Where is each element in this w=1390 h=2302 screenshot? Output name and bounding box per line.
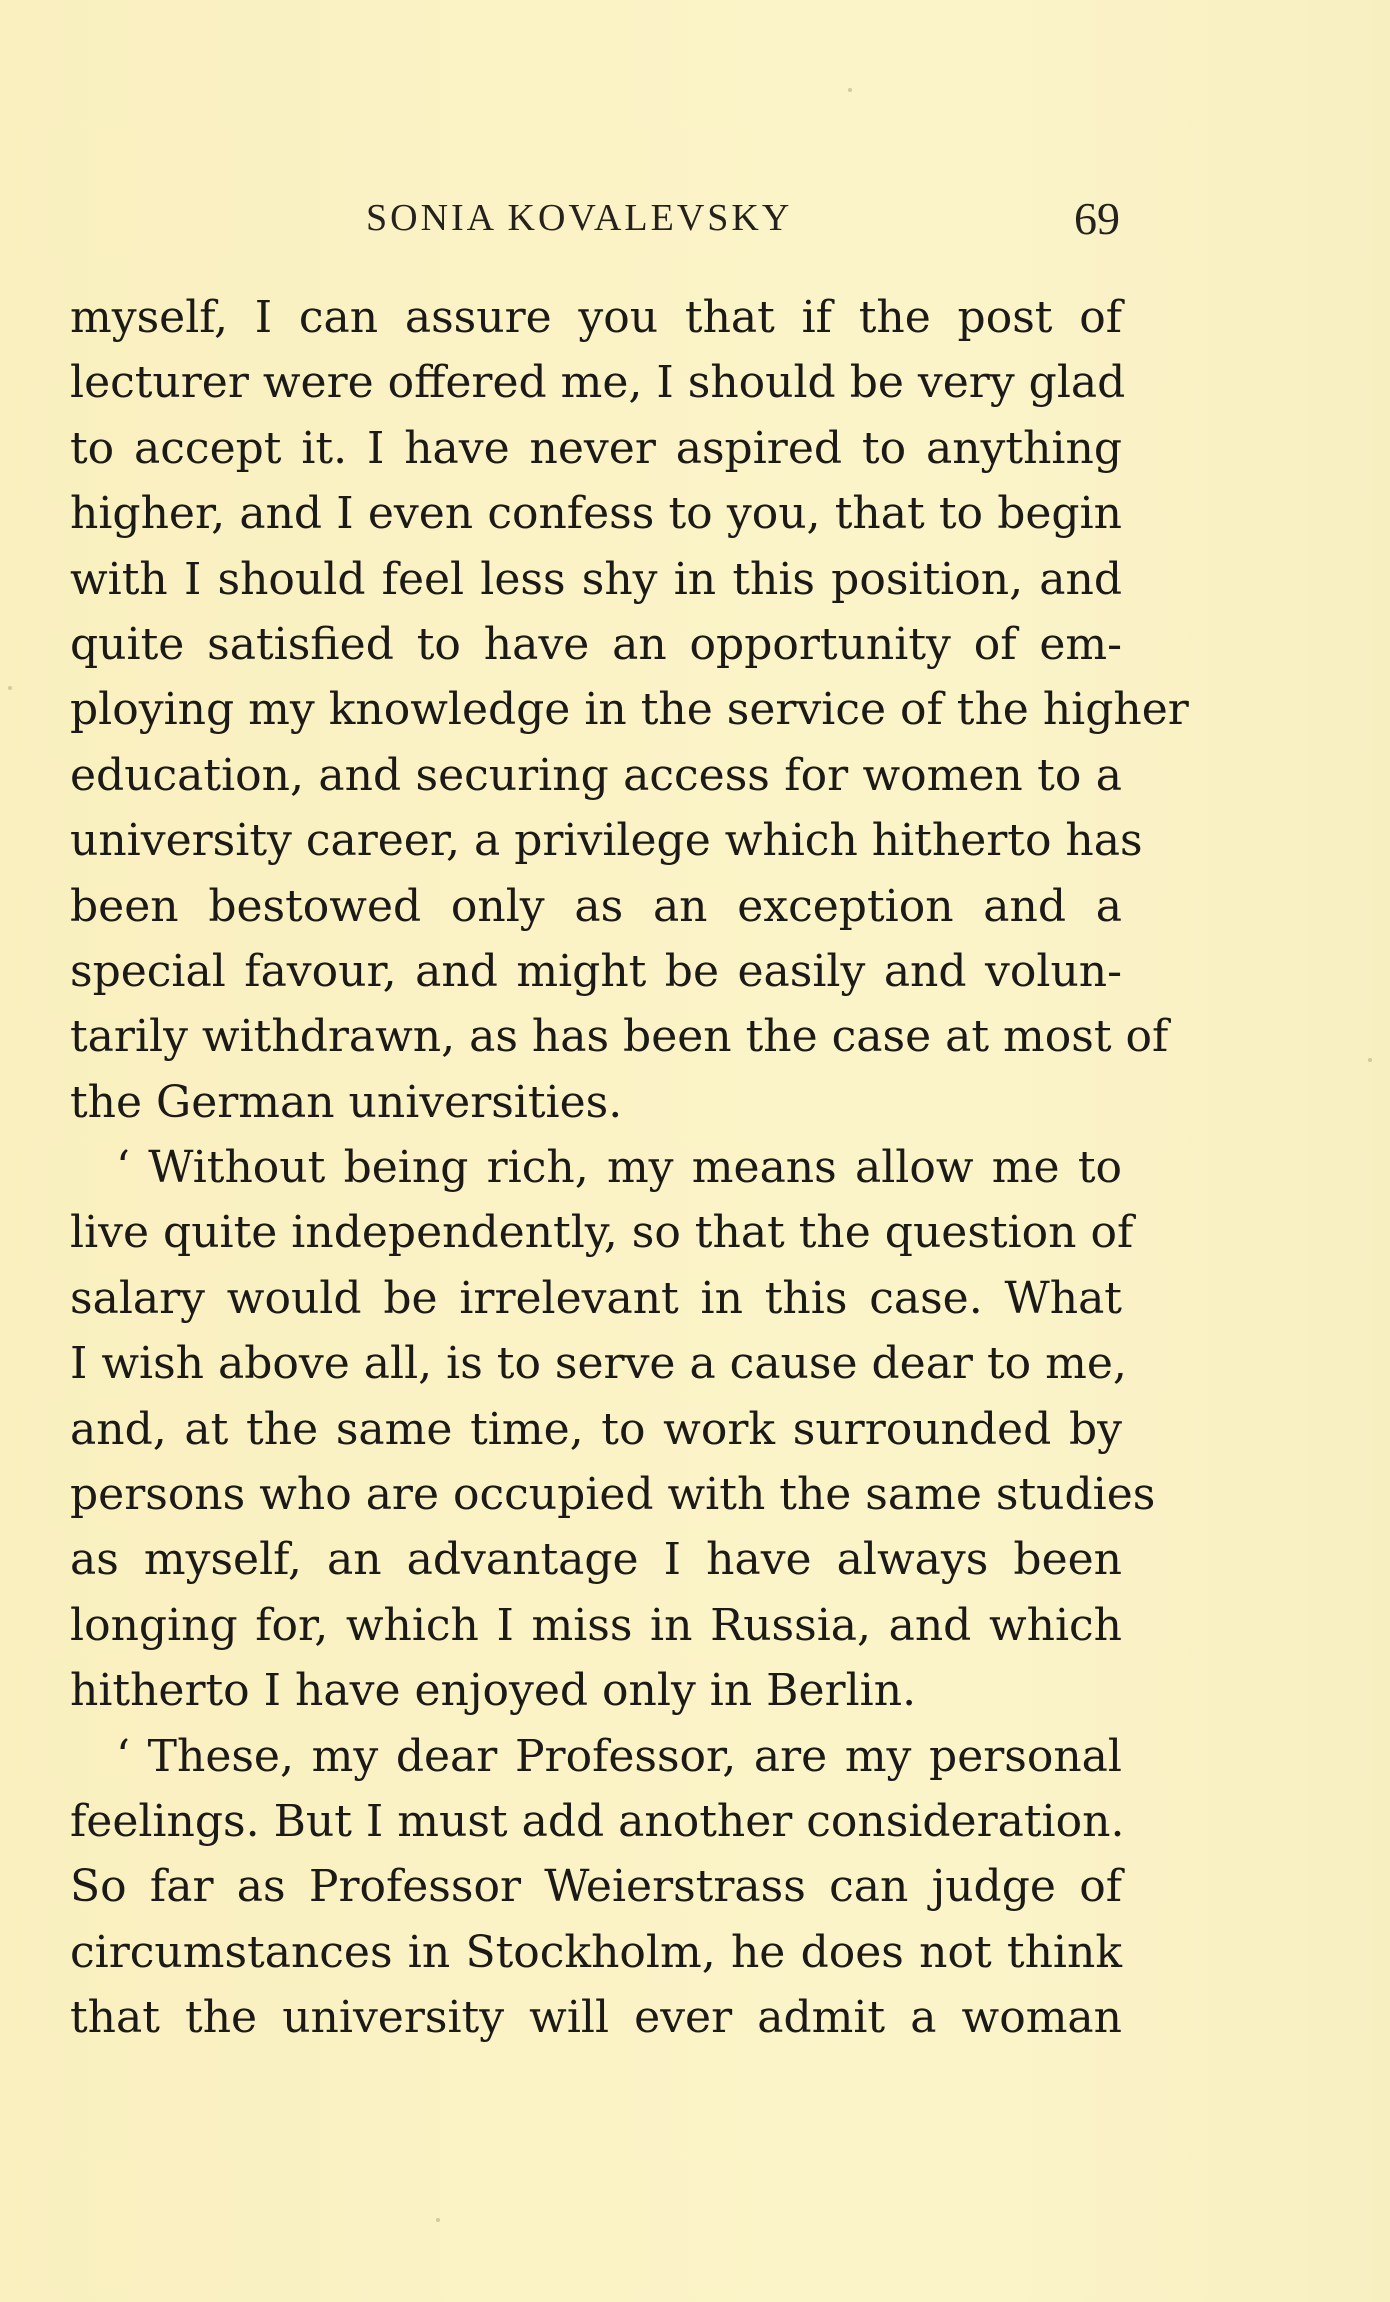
text-line: circumstances in Stockholm, he does not think bbox=[70, 1926, 1122, 1978]
text-line: tarily withdrawn, as has been the case at most of bbox=[70, 1011, 1169, 1063]
paper-speck bbox=[848, 88, 852, 92]
body-text bbox=[70, 285, 1189, 2051]
text-line: and, at the same time, to work surrounded by bbox=[70, 1403, 1122, 1455]
text-line: persons who are occupied with the same studies bbox=[70, 1469, 1156, 1521]
text-line: longing for, which I miss in Russia, and which bbox=[70, 1599, 1122, 1651]
text-line: salary would be irrelevant in this case. What bbox=[70, 1272, 1122, 1324]
text-line: as myself, an advantage I have always been bbox=[70, 1534, 1122, 1586]
running-title: SONIA KOVALEVSKY bbox=[366, 197, 793, 239]
text-line: myself, I can assure you that if the post of bbox=[70, 292, 1122, 343]
text-line: with I should feel less shy in this position, and bbox=[70, 553, 1122, 605]
text-line: hitherto I have enjoyed only in Berlin. bbox=[70, 1665, 917, 1717]
running-head bbox=[70, 192, 1120, 252]
text-line: the German universities. bbox=[70, 1076, 623, 1128]
text-line: that the university will ever admit a woman bbox=[70, 1992, 1122, 2044]
text-line: ploying my knowledge in the service of the higher bbox=[70, 684, 1189, 736]
text-line: special favour, and might be easily and volun- bbox=[70, 945, 1122, 997]
text-line: live quite independently, so that the question of bbox=[70, 1207, 1134, 1259]
text-line: lecturer were offered me, I should be very glad bbox=[70, 357, 1126, 409]
paper-speck bbox=[8, 686, 12, 690]
page-number: 69 bbox=[1074, 193, 1120, 244]
text-line: feelings. But I must add another consideration. bbox=[70, 1795, 1125, 1847]
text-line: quite satisfied to have an opportunity of em- bbox=[70, 618, 1122, 670]
text-line: university career, a privilege which hitherto has bbox=[70, 815, 1143, 867]
text-line: So far as Professor Weierstrass can judge of bbox=[70, 1861, 1122, 1913]
paper-speck bbox=[436, 2218, 440, 2222]
paper-speck bbox=[1368, 1058, 1372, 1062]
text-line: I wish above all, is to serve a cause dear to me, bbox=[70, 1338, 1127, 1390]
text-line: ‘ Without being rich, my means allow me to bbox=[116, 1142, 1122, 1194]
text-line: ‘ These, my dear Professor, are my personal bbox=[116, 1730, 1122, 1782]
text-line: higher, and I even confess to you, that to begin bbox=[70, 488, 1122, 540]
text-line: to accept it. I have never aspired to anything bbox=[70, 422, 1122, 474]
text-line: education, and securing access for women to a bbox=[70, 749, 1122, 801]
text-line: been bestowed only as an exception and a bbox=[70, 880, 1122, 932]
